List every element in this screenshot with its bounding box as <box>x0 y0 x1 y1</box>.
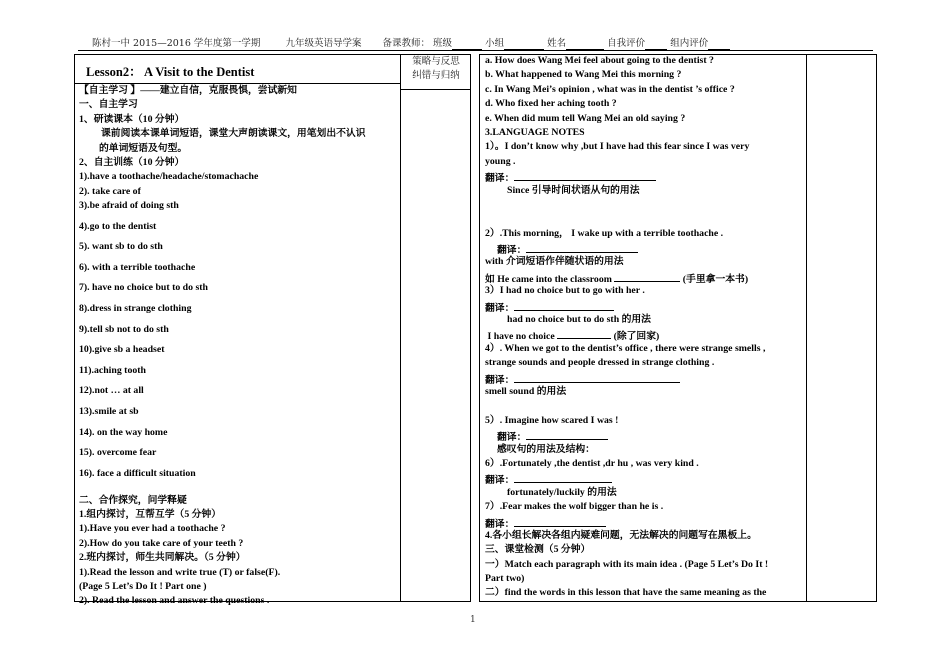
section-2-heading: 二、合作探究，问学释疑 <box>79 494 187 506</box>
translation-label: 翻译： <box>497 245 527 257</box>
translation-blank[interactable] <box>526 428 608 440</box>
left-content <box>79 84 399 609</box>
translation-label: 翻译： <box>485 302 515 314</box>
example-blank[interactable] <box>614 270 680 282</box>
example-text: I have no choice <box>487 331 555 343</box>
note-usage: had no choice but to do sth 的用法 <box>507 314 651 326</box>
note-sentence: 2）.This morning， I wake up with a terrible toothache . <box>485 227 724 239</box>
right-side-divider <box>806 54 807 602</box>
translation-line <box>485 241 805 255</box>
class-discussion: 2.班内探讨，师生共同解决。（5 分钟） <box>79 552 246 564</box>
group-discussion: 1.组内探讨，互帮互学（5 分钟） <box>79 509 222 520</box>
test-item: 二）find the words in this lesson that have the same meaning as the <box>485 587 767 599</box>
translation-blank[interactable] <box>514 471 612 483</box>
phrase-item: 9).tell sb not to do sth <box>79 323 169 335</box>
left-side-divider-h <box>400 89 471 90</box>
task-item: (Page 5 Let’s Do It ! Part one ) <box>79 580 207 592</box>
lesson-title: Lesson2： A Visit to the Dentist <box>86 65 255 79</box>
header-name-label: 姓名 <box>547 38 567 49</box>
translation-line <box>485 371 805 385</box>
phrase-item: 5). want sb to do sth <box>79 241 163 253</box>
self-study-heading: 【自主学习 】——建立自信，克服畏惧，尝试新知 <box>79 85 297 96</box>
phrase-item: 2). take care of <box>79 185 141 197</box>
note-sentence: 1）。I don’t know why ,but I have had this fear since I was very <box>485 141 750 153</box>
translation-line <box>485 515 805 529</box>
header-self-eval-label: 自我评价 <box>607 38 646 49</box>
note-sentence: young . <box>485 155 516 167</box>
translation-blank[interactable] <box>514 169 656 181</box>
study-textbook: 1、研读课本（10 分钟） <box>79 113 185 125</box>
example-hint: (除了回家) <box>613 331 660 343</box>
group-eval-blank[interactable] <box>708 39 730 50</box>
test-item: 一）Match each paragraph with its main idea . (Page 5 Let’s Do It ! <box>485 558 769 570</box>
header-subject: 九年级英语导学案 <box>285 38 362 49</box>
header-teacher-label: 备课教师： <box>382 38 430 49</box>
note-usage: Since 引导时间状语从句的用法 <box>507 184 640 196</box>
question-item: a. How does Wang Mei feel about going to the dentist ? <box>485 55 714 66</box>
header-school-term: 陈村一中 2015—2016 学年度第一学期 <box>92 38 261 49</box>
question-item: e. When did mum tell Wang Mei an old saying ? <box>485 112 686 124</box>
phrase-item: 8).dress in strange clothing <box>79 303 192 315</box>
note-usage: fortunately/luckily 的用法 <box>507 486 617 498</box>
question-item: d. Who fixed her aching tooth ? <box>485 98 617 110</box>
note-sentence: 5）. Imagine how scared I was ! <box>485 414 619 426</box>
self-training: 2、自主训练（10 分钟） <box>79 156 185 168</box>
page-header <box>78 37 873 51</box>
translation-line <box>485 471 805 485</box>
note-example <box>485 327 805 341</box>
task-item: 1).Read the lesson and write true (T) or false(F). <box>79 566 281 578</box>
study-instruction-2: 的单词短语及句型。 <box>99 142 188 154</box>
phrase-item: 10).give sb a headset <box>79 344 165 356</box>
translation-blank[interactable] <box>526 241 638 253</box>
section-3-heading: 三、课堂检测（5 分钟） <box>485 544 591 556</box>
phrase-item: 14). on the way home <box>79 426 168 438</box>
note-sentence: 3）I had no choice but to go with her . <box>485 285 645 297</box>
note-usage: 感叹句的用法及结构： <box>497 443 595 455</box>
example-text: 如 He came into the classroom <box>485 273 612 285</box>
phrase-item: 15). overcome fear <box>79 447 157 459</box>
section-1-heading: 一、自主学习 <box>79 99 138 111</box>
phrase-item: 12).not … at all <box>79 385 144 397</box>
task-item: 2). Read the lesson and answer the questions . <box>79 595 270 607</box>
note-sentence: 7）.Fear makes the wolf bigger than he is . <box>485 501 664 513</box>
question-item: b. What happened to Wang Mei this morning ? <box>485 69 682 81</box>
header-class-label: 班级 <box>433 38 453 49</box>
question-item: c. In Wang Mei’s opinion , what was in the dentist ’s office ? <box>485 83 735 95</box>
translation-line <box>485 299 805 313</box>
header-group-eval-label: 组内评价 <box>670 38 709 49</box>
translation-label: 翻译： <box>485 475 515 487</box>
study-instruction-1: 课前阅读本课单词短语，课堂大声朗读课文，用笔划出不认识 <box>101 128 366 140</box>
question-item: 2).How do you take care of your teeth ? <box>79 537 244 549</box>
note-usage: with 介词短语作伴随状语的用法 <box>485 256 624 268</box>
translation-line <box>485 428 805 442</box>
self-eval-blank[interactable] <box>645 39 667 50</box>
phrase-item: 4).go to the dentist <box>79 220 157 232</box>
group-blank[interactable] <box>504 39 544 50</box>
header-group-label: 小组 <box>485 38 505 49</box>
translation-label: 翻译： <box>485 173 515 185</box>
name-blank[interactable] <box>566 39 604 50</box>
left-side-divider <box>400 54 401 602</box>
phrase-item: 13).smile at sb <box>79 406 139 418</box>
translation-label: 翻译： <box>485 518 515 530</box>
page-number: 1 <box>470 615 476 625</box>
language-notes-heading: 3.LANGUAGE NOTES <box>485 126 585 138</box>
phrase-item: 11).aching tooth <box>79 364 146 376</box>
side-column-header <box>404 55 468 83</box>
translation-label: 翻译： <box>485 374 515 386</box>
translation-blank[interactable] <box>514 515 606 527</box>
class-blank[interactable] <box>452 39 482 50</box>
phrase-item: 7). have no choice but to do sth <box>79 282 209 294</box>
translation-label: 翻译： <box>497 432 527 444</box>
example-hint: (手里拿一本书) <box>682 273 749 285</box>
phrase-item: 16). face a difficult situation <box>79 467 196 479</box>
group-leader-task: 4.各小组长解决各组内疑难问题，无法解决的问题写在黑板上。 <box>485 529 757 541</box>
translation-blank[interactable] <box>514 299 614 311</box>
phrase-item: 1).have a toothache/headache/stomachache <box>79 171 259 183</box>
test-item: Part two) <box>485 573 525 585</box>
note-example <box>485 270 805 284</box>
note-sentence: 4）. When we got to the dentist’s office , there were strange smells , <box>485 342 766 354</box>
question-item: 1).Have you ever had a toothache ? <box>79 523 226 535</box>
note-usage: smell sound 的用法 <box>485 385 567 397</box>
translation-blank[interactable] <box>514 371 680 383</box>
side-strategy-label: 策略与反思 <box>412 56 460 67</box>
phrase-item: 6). with a terrible toothache <box>79 261 196 273</box>
example-blank[interactable] <box>557 327 611 339</box>
translation-line <box>485 169 805 183</box>
right-content <box>485 54 805 601</box>
note-sentence: 6）.Fortunately ,the dentist ,dr hu , was very kind . <box>485 457 699 469</box>
side-correction-label: 纠错与归纳 <box>412 70 460 81</box>
note-sentence: strange sounds and people dressed in strange clothing . <box>485 357 715 369</box>
phrase-item: 3).be afraid of doing sth <box>79 200 179 212</box>
